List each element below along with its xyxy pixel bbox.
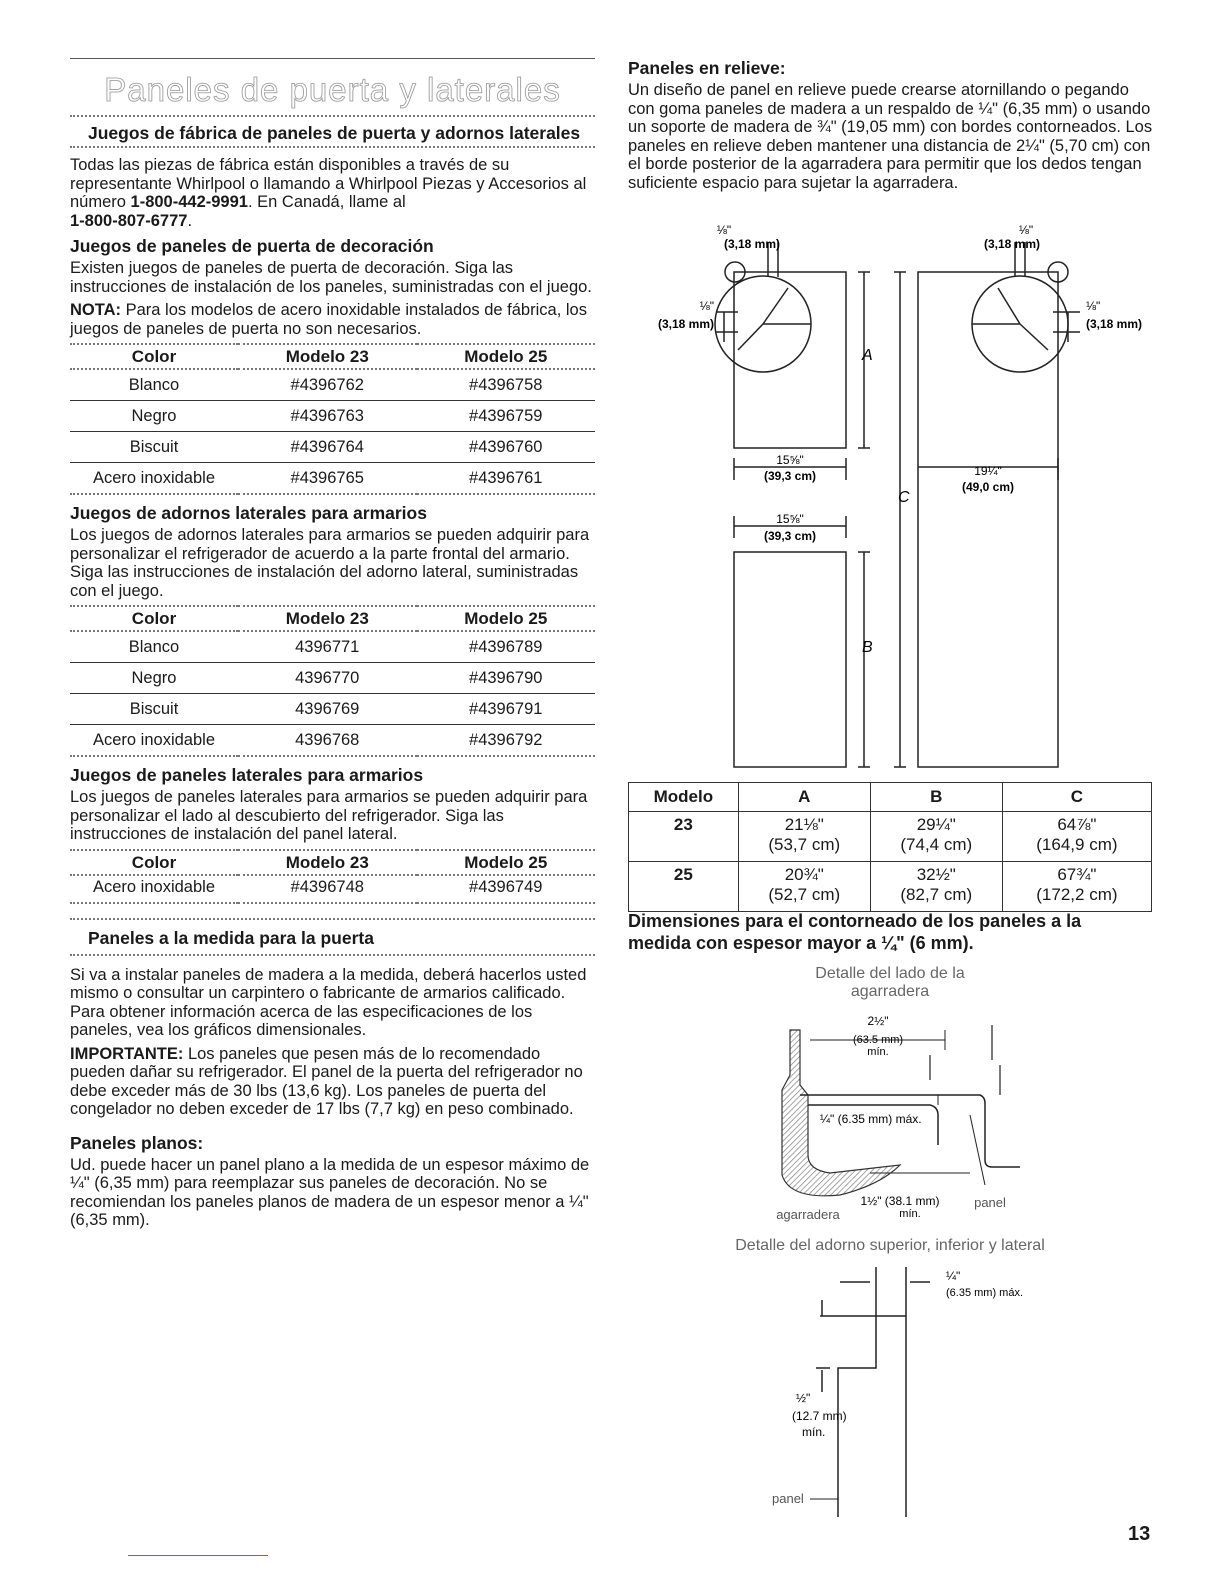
column-header: Color xyxy=(131,347,177,366)
table-row: 23 21⅛" (53,7 cm) 29¼" (74,4 cm) 64⅞" (164,9 cm) xyxy=(629,812,1152,862)
page-title: Paneles de puerta y laterales xyxy=(104,71,561,108)
table-row: Biscuit 4396769 #4396791 xyxy=(70,694,595,725)
dim-eighth-left-side: ⅛" xyxy=(699,299,714,313)
dim-2-5: 2½" xyxy=(867,1014,889,1028)
dim-quarter-max: ¼" (6.35 mm) máx. xyxy=(820,1112,922,1126)
trim-half: ½" xyxy=(796,1391,811,1405)
footer-rule xyxy=(128,1555,268,1556)
trim-detail-diagram xyxy=(750,1262,1070,1522)
trim-quarter: ¼" xyxy=(946,1269,961,1283)
column-header: Modelo 23 xyxy=(285,347,369,366)
dim-mm-right-top: (3,18 mm) xyxy=(983,237,1041,251)
column-header: C xyxy=(1002,783,1151,812)
right-column xyxy=(628,58,1153,197)
column-header: Modelo 25 xyxy=(464,347,548,366)
trim-kits-table xyxy=(70,605,595,757)
dim-eighth-left-top: ⅛" xyxy=(716,223,732,237)
trim-kits-heading: Juegos de adornos laterales para armarios xyxy=(70,503,427,523)
side-panels-table xyxy=(70,849,595,904)
left-column xyxy=(70,58,595,1235)
dim-mm-right-side: (3,18 mm) xyxy=(1086,317,1143,331)
handle-label: agarradera xyxy=(776,1207,840,1222)
page-number: 13 xyxy=(1128,1523,1151,1545)
table-row: Negro #4396763 #4396759 xyxy=(70,401,595,432)
contour-heading: Dimensiones para el contorneado de los paneles a la medida con espesor mayor a ¼" (6 mm). xyxy=(628,911,1082,953)
table-row: Acero inoxidable #4396748 #4396749 xyxy=(70,875,595,903)
width-lower: 15⅝" xyxy=(776,512,804,526)
table-row: 25 20¾" (52,7 cm) 32½" (82,7 cm) 67¾" (172,2 cm) xyxy=(629,862,1152,912)
side-panels-text: Los juegos de paneles laterales para armarios se pueden adquirir para personalizar el lado al descubierto del refrigerador. Siga las instrucciones de instalación del panel lateral. xyxy=(70,788,588,843)
width-right: 19¼" xyxy=(974,464,1002,478)
panel-label: panel xyxy=(974,1195,1006,1210)
column-header: Modelo 23 xyxy=(285,609,369,628)
trim-half-mm: (12.7 mm) xyxy=(792,1409,847,1423)
column-header: Modelo 25 xyxy=(464,852,548,872)
divider xyxy=(70,146,595,148)
phone-us: 1-800-442-9991 xyxy=(130,193,248,211)
custom-panels-heading: Paneles a la medida para la puerta xyxy=(88,927,374,948)
trim-kits-text: Los juegos de adornos laterales para armarios se pueden adquirir para personalizar el refrigerador de acuerdo a la parte frontal del armario. Siga las instrucciones de instalación del adorno lateral, suministradas con el juego. xyxy=(70,526,590,600)
dim-mm-left-side: (3,18 mm) xyxy=(657,317,714,331)
phone-canada: 1-800-807-6777 xyxy=(70,211,188,230)
column-header: A xyxy=(738,783,870,812)
table-row: Acero inoxidable 4396768 #4396792 xyxy=(70,725,595,757)
column-header: B xyxy=(870,783,1002,812)
column-header: Modelo 23 xyxy=(285,852,369,872)
raised-panels-text: Un diseño de panel en relieve puede crearse atornillando o pegando con goma paneles de madera a un respaldo de ¼" (6,35 mm) o usando un soporte de madera de ¾" (19,05 mm) con bordes contorneados. Los paneles en relieve deben mantener una distancia de 2¼" (5,70 cm) con el borde posterior de la agarradera para permitir que los dedos tengan suficiente espacio para sujetar la agarradera. xyxy=(628,81,1153,192)
decor-kits-note: NOTA: Para los modelos de acero inoxidable instalados de fábrica, los juegos de paneles de puerta no son necesarios. xyxy=(70,301,587,338)
side-panels-heading: Juegos de paneles laterales para armarios xyxy=(70,765,424,785)
table-row: Negro 4396770 #4396790 xyxy=(70,663,595,694)
table-row: Blanco #4396762 #4396758 xyxy=(70,369,595,401)
dim-mm-left-top: (3,18 mm) xyxy=(723,237,781,251)
label-a: A xyxy=(862,347,873,364)
handle-detail-caption: Detalle del lado de la agarradera xyxy=(815,965,965,1000)
important-note: IMPORTANTE: Los paneles que pesen más de lo recomendado pueden dañar su refrigerador. El panel de la puerta del refrigerador no debe exceder más de 30 lbs (13,6 kg). Los paneles de puerta del congelador no deben exceder de 17 lbs (7,7 kg) en peso combinado. xyxy=(70,1044,583,1118)
width-right-cm: (49,0 cm) xyxy=(961,480,1015,494)
handle-detail-diagram xyxy=(760,1005,1040,1230)
decor-kits-table xyxy=(70,343,595,495)
width-lower-cm: (39,3 cm) xyxy=(763,529,817,543)
dim-63-5: (63.5 mm) xyxy=(852,1034,904,1046)
dim-min: mín. xyxy=(867,1046,889,1058)
flat-panels-heading: Paneles planos: xyxy=(70,1132,204,1153)
label-b: B xyxy=(862,639,873,656)
width-upper-cm: (39,3 cm) xyxy=(763,469,817,483)
dim-1-5: 1½" (38.1 mm) xyxy=(860,1194,940,1208)
divider xyxy=(70,115,595,117)
table-row: Blanco 4396771 #4396789 xyxy=(70,631,595,663)
trim-quarter-mm: (6.35 mm) máx. xyxy=(946,1287,1024,1299)
dimensions-table xyxy=(628,782,1152,912)
table-row: Biscuit #4396764 #4396760 xyxy=(70,432,595,463)
column-header: Color xyxy=(131,609,177,628)
divider xyxy=(70,954,595,956)
trim-panel-label: panel xyxy=(772,1491,804,1506)
factory-kits-text: Todas las piezas de fábrica están disponibles a través de su representante Whirlpool o llamando a Whirlpool Piezas y Accesorios al número 1-800-442-9991. En Canadá, llame al 1-800-807-6777. xyxy=(70,156,587,230)
decor-kits-heading: Juegos de paneles de puerta de decoración xyxy=(70,236,434,256)
column-header: Modelo xyxy=(629,783,739,812)
column-header: Color xyxy=(131,852,177,872)
raised-panels-heading: Paneles en relieve: xyxy=(628,58,786,78)
table-row: Acero inoxidable #4396765 #4396761 xyxy=(70,463,595,495)
trim-min: mín. xyxy=(802,1425,826,1439)
dim-eighth-right-top: ⅛" xyxy=(1018,223,1034,237)
width-upper: 15⅝" xyxy=(776,453,804,467)
factory-kits-heading: Juegos de fábrica de paneles de puerta y adornos laterales xyxy=(88,123,581,143)
raised-panel-diagram xyxy=(628,222,1158,772)
column-header: Modelo 25 xyxy=(464,609,548,628)
divider xyxy=(70,918,595,920)
dim-min-2: mín. xyxy=(899,1208,921,1220)
decor-kits-text: Existen juegos de paneles de puerta de decoración. Siga las instrucciones de instalación de los paneles, suministradas con el juego. xyxy=(70,259,592,296)
dim-eighth-right-side: ⅛" xyxy=(1086,299,1101,313)
trim-detail-caption: Detalle del adorno superior, inferior y lateral xyxy=(735,1237,1045,1254)
custom-panels-text: Si va a instalar paneles de madera a la medida, deberá hacerlos usted mismo o consultar un carpintero o fabricante de armarios calificado. Para obtener información acerca de las especificaciones de los paneles, vea los gráficos dimensionales. xyxy=(70,965,587,1039)
label-c: C xyxy=(898,489,910,506)
flat-panels-text: Ud. puede hacer un panel plano a la medida de un espesor máximo de ¼" (6,35 mm) para reemplazar sus paneles de decoración. No se recomiendan los paneles planos de madera de un espesor menor a ¼" (6,35 mm). xyxy=(70,1155,590,1229)
